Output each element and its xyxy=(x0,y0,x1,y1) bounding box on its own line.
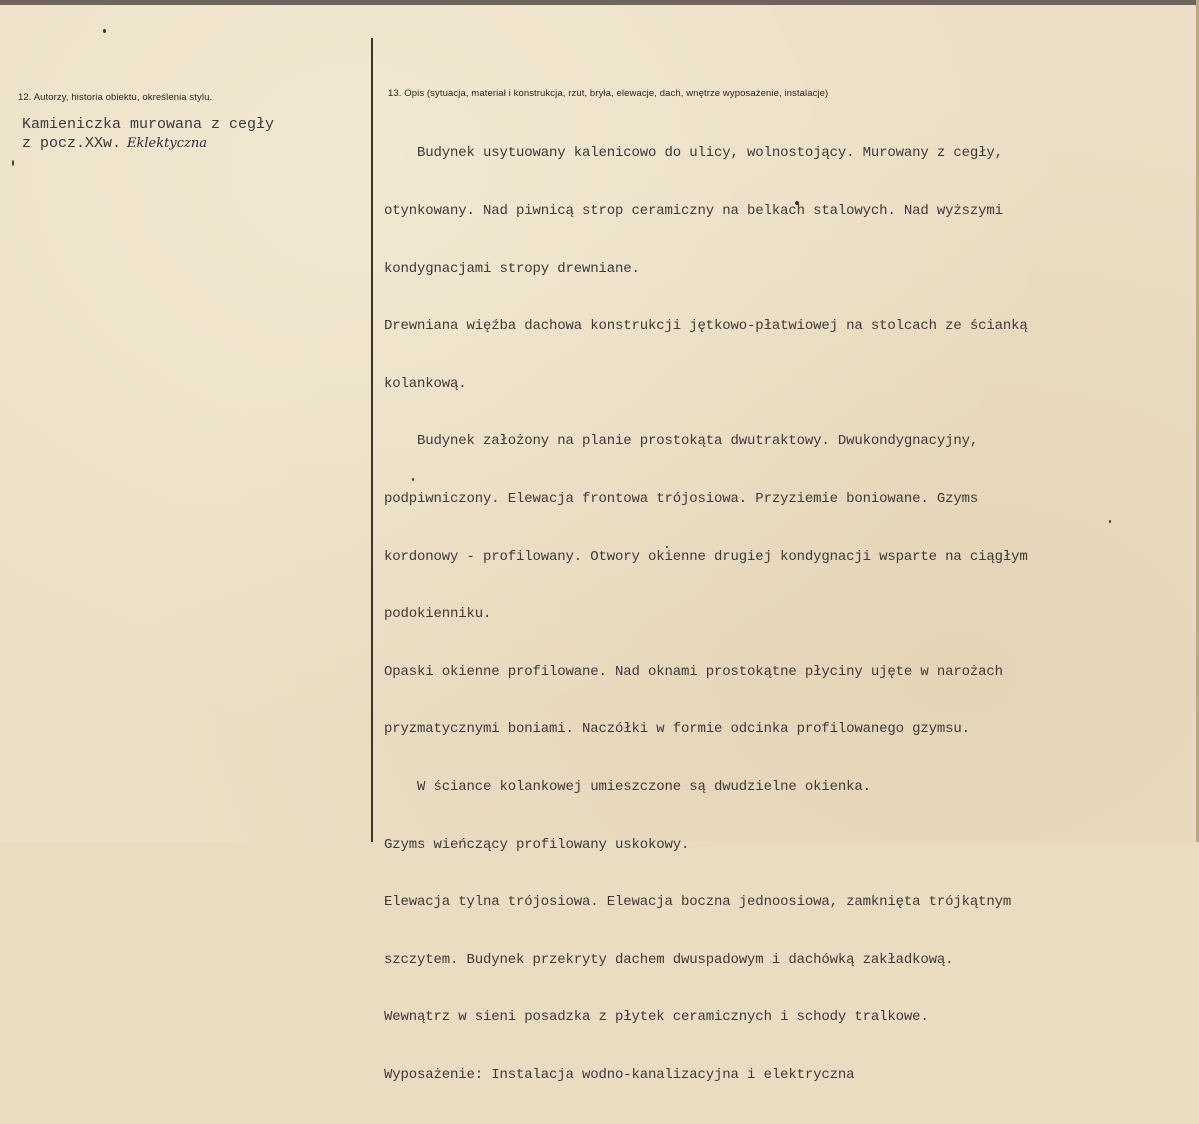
description-line: Budynek założony na planie prostokąta dwutraktowy. Dwukondygnacyjny, xyxy=(384,433,979,450)
description-line: szczytem. Budynek przekryty dachem dwuspadowym i dachówką zakładkową. xyxy=(384,951,954,968)
description-line: pryzmatycznymi boniami. Naczółki w formie odcinka profilowanego gzymsu. xyxy=(384,721,970,738)
description-line: podpiwniczony. Elewacja frontowa trójosiowa. Przyziemie boniowane. Gzyms xyxy=(384,490,979,507)
field-12-content xyxy=(22,115,274,153)
paper-speck xyxy=(1109,520,1111,523)
field-12-line: Kamieniczka murowana z cegły xyxy=(22,116,275,133)
field-12-line-text: z pocz.XXw. xyxy=(22,135,122,153)
description-line: kordonowy - profilowany. Otwory okienne drugiej kondygnacji wsparte na ciągłym xyxy=(384,548,1028,565)
field-13-label: 13. Opis (sytuacja, materiał i konstrukcja, rzut, bryła, elewacje, dach, wnętrze wyposażenie, instalacje) xyxy=(388,88,829,99)
description-line: W ściance kolankowej umieszczone są dwudzielne okienka. xyxy=(384,778,871,795)
description-line: Opaski okienne profilowane. Nad oknami prostokątne płyciny ujęte w narożach xyxy=(384,663,1003,680)
description-line: otynkowany. Nad piwnicą strop ceramiczny na belkach stalowych. Nad wyższymi xyxy=(384,203,1003,219)
description-line: Drewniana więźba dachowa konstrukcji jętkowo-płatwiowej na stolcach ze ścianką xyxy=(384,318,1028,335)
card-top-edge xyxy=(0,0,1199,5)
field-12-label: 12. Autorzy, historia obiektu, określenia stylu. xyxy=(18,92,213,103)
style-handwritten-note: Eklektyczna xyxy=(127,136,207,152)
description-line: kondygnacjami stropy drewniane. xyxy=(384,260,640,277)
field-13-content xyxy=(384,106,1028,1124)
description-line: Gzyms wieńczący profilowany uskokowy. xyxy=(384,836,690,853)
description-line: kolankową. xyxy=(384,375,467,392)
column-divider xyxy=(371,38,373,842)
description-line: Wewnątrz w sieni posadzka z płytek ceramicznych i schody tralkowe. xyxy=(384,1009,929,1026)
paper-speck xyxy=(103,29,106,33)
description-line: Wyposażenie: Instalacja wodno-kanalizacyjna i elektryczna xyxy=(384,1066,855,1083)
description-line: podokienniku. xyxy=(384,606,492,623)
paper-speck xyxy=(12,160,14,166)
description-line: Budynek usytuowany kalenicowo do ulicy, wolnostojący. Murowany z cegły, xyxy=(384,145,1003,162)
description-line: Elewacja tylna trójosiowa. Elewacja boczna jednoosiowa, zamknięta trójkątnym xyxy=(384,894,1012,911)
field-12-line xyxy=(22,134,274,153)
